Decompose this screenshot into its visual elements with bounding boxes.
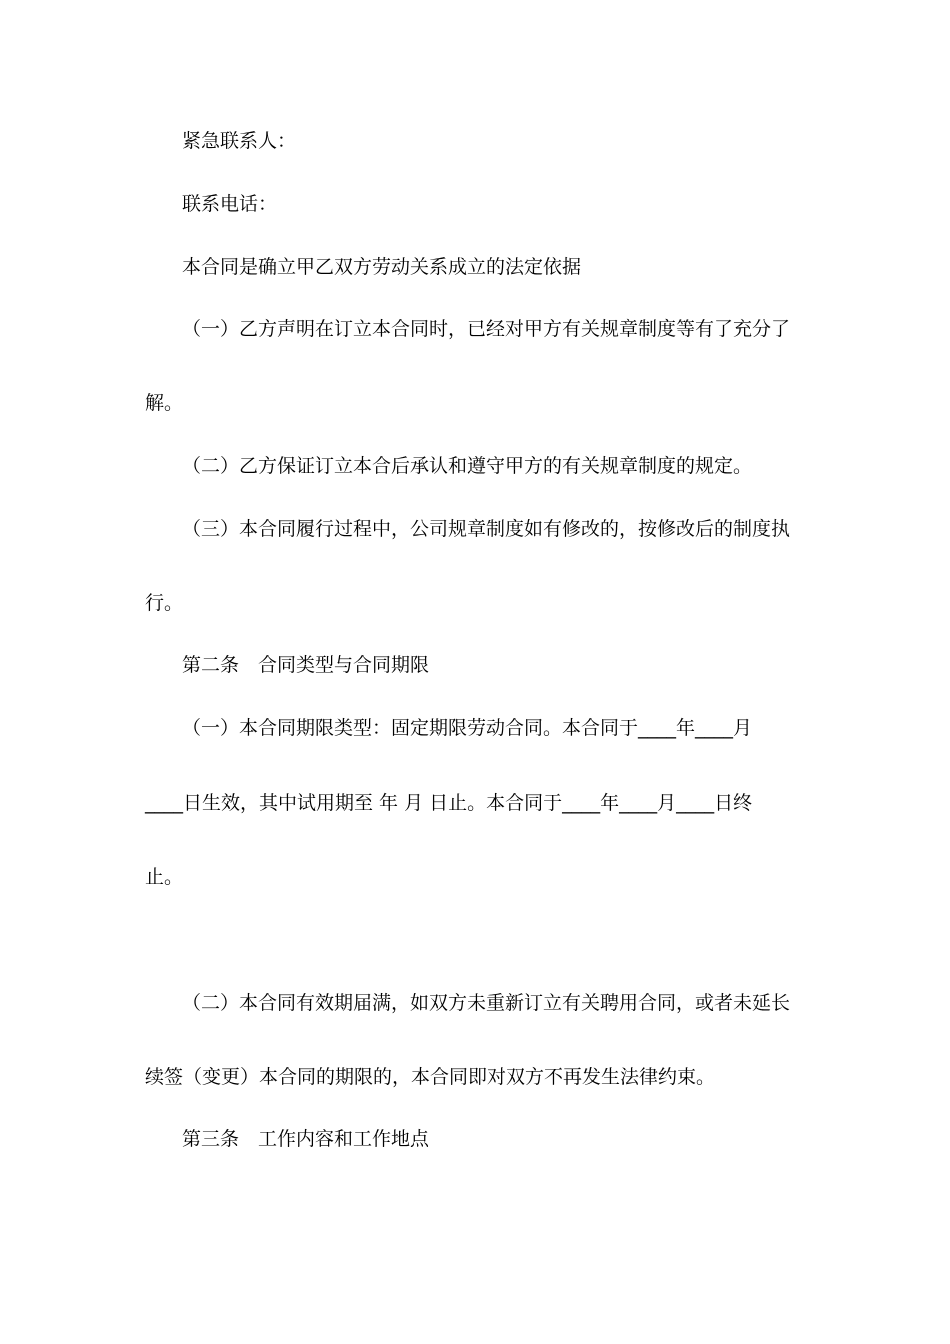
paragraph-line: 续签（变更）本合同的期限的，本合同即对双方不再发生法律约束。: [145, 1066, 716, 1088]
article-heading: 第三条 工作内容和工作地点: [182, 1128, 430, 1150]
paragraph-line: ____日生效，其中试用期至 年 月 日止。本合同于____年____月____日终: [145, 792, 753, 814]
article-heading: 第二条 合同类型与合同期限: [182, 654, 430, 676]
paragraph-line: 止。: [145, 866, 184, 888]
paragraph-line: （二）本合同有效期届满，如双方未重新订立有关聘用合同，或者未延长: [182, 992, 791, 1014]
paragraph-line: 本合同是确立甲乙双方劳动关系成立的法定依据: [182, 256, 582, 278]
paragraph-line: （三）本合同履行过程中，公司规章制度如有修改的，按修改后的制度执: [182, 518, 791, 540]
paragraph-line: （一）本合同期限类型：固定期限劳动合同。本合同于____年____月: [182, 717, 753, 739]
contact-phone-label: 联系电话：: [182, 193, 278, 215]
emergency-contact-label: 紧急联系人：: [182, 130, 297, 152]
paragraph-line: 行。: [145, 592, 184, 614]
paragraph-line: （二）乙方保证订立本合后承认和遵守甲方的有关规章制度的规定。: [182, 455, 753, 477]
paragraph-line: 解。: [145, 392, 184, 414]
paragraph-line: （一）乙方声明在订立本合同时，已经对甲方有关规章制度等有了充分了: [182, 318, 791, 340]
